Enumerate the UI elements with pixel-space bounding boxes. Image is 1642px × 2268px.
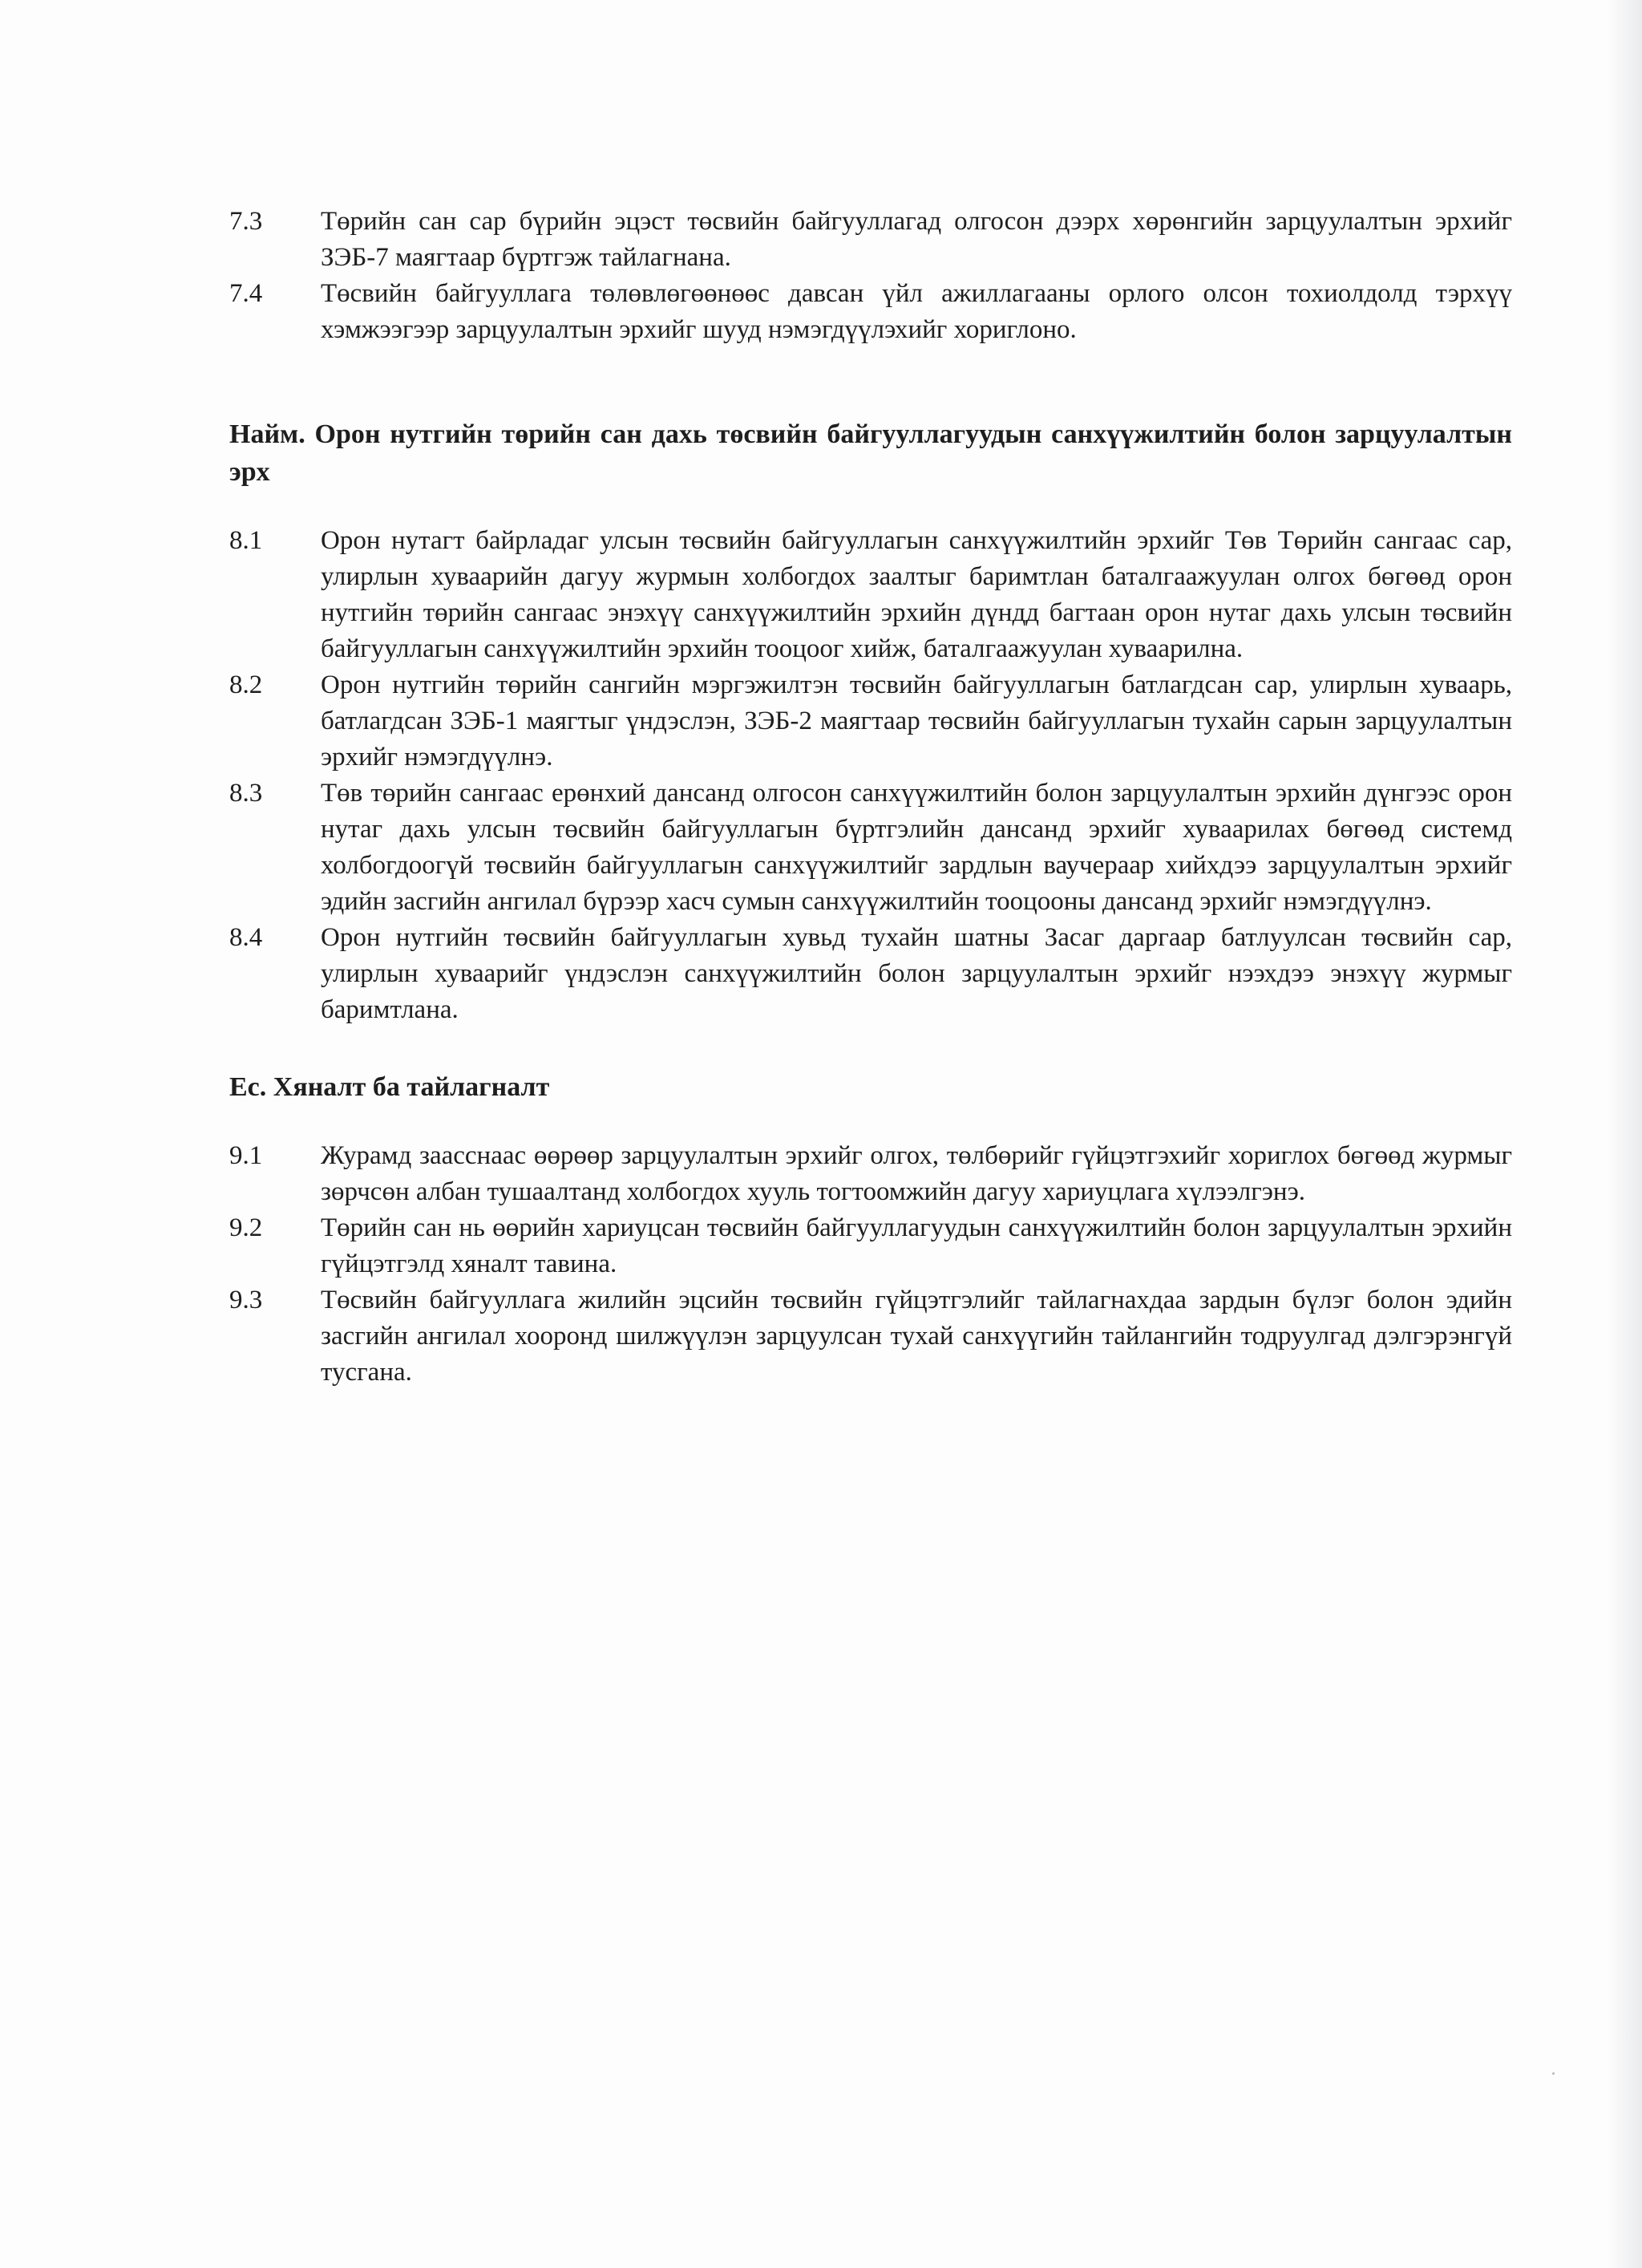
clause-number: 8.2 xyxy=(229,670,263,699)
document-body xyxy=(229,204,1512,1391)
clause-text: Төрийн сан нь өөрийн хариуцсан төсвийн байгууллагуудын санхүүжилтийн болон зарцуулалтын эрхийн гүйцэтгэлд хяналт тавина. xyxy=(321,1213,1512,1278)
clause-8-3 xyxy=(229,776,1512,920)
clause-text: Орон нутагт байрладаг улсын төсвийн байгууллагын санхүүжилтийн эрхийг Төв Төрийн сангаас сар, улирлын хуваарийн дагуу журмын холбогдох заалтыг баримтлан баталгаажуулан олгох бөгөөд орон нутгийн төрийн сангаас энэхүү санхүүжилтийн эрхийн дүндд багтаан орон нутаг дахь улсын төсвийн байгууллагын санхүүжилтийн эрхийн тооцоог хийж, баталгаажуулан хуваарилна. xyxy=(321,526,1512,663)
clause-text: Төсвийн байгууллага жилийн эцсийн төсвийн гүйцэтгэлийг тайлагнахдаа зардын бүлэг болон эдийн засгийн ангилал хооронд шилжүүлэн зарцуулсан тухай санхүүгийн тайлангийн тодруулгад дэлгэрэнгүй тусгана. xyxy=(321,1286,1512,1387)
clause-number: 7.4 xyxy=(229,279,263,308)
clause-8-4 xyxy=(229,920,1512,1028)
clause-text: Орон нутгийн төсвийн байгууллагын хувьд тухайн шатны Засаг даргаар батлуулсан төсвийн сар, улирлын хуваарийг үндэслэн санхүүжилтийн болон зарцуулалтын эрхийг нээхдээ энэхүү журмыг баримтлана. xyxy=(321,923,1512,1024)
clause-9-3 xyxy=(229,1282,1512,1391)
clause-7-3 xyxy=(229,204,1512,276)
clause-number: 9.3 xyxy=(229,1286,263,1314)
clause-number: 8.4 xyxy=(229,923,263,952)
clause-text: Төв төрийн сангаас ерөнхий дансанд олгосон санхүүжилтийн болон зарцуулалтын эрхийн дүнгээс орон нутаг дахь улсын төсвийн байгууллагын бүртгэлийн дансанд эрхийг хуваарилах бөгөөд системд холбогдоогүй төсвийн байгууллагын санхүүжилтийг зардлын ваучераар хийхдээ зарцуулалтын эрхийг эдийн засгийн ангилал бүрээр хасч сумын санхүүжилтийн тооцооны дансанд эрхийг нэмэгдүүлнэ. xyxy=(321,779,1512,916)
clause-text: Орон нутгийн төрийн сангийн мэргэжилтэн төсвийн байгууллагын батлагдсан сар, улирлын хуваарь, батлагдсан ЗЭБ-1 маягтыг үндэслэн, ЗЭБ-2 маягтаар төсвийн байгууллагын тухайн сарын зарцуулалтын эрхийг нэмэгдүүлнэ. xyxy=(321,670,1512,772)
clause-text: Төрийн сан сар бүрийн эцэст төсвийн байгууллагад олгосон дээрх хөрөнгийн зарцуулалтын эрхийг ЗЭБ-7 маягтаар бүртгэж тайлагнана. xyxy=(321,207,1512,272)
clause-9-1 xyxy=(229,1138,1512,1210)
scan-speck xyxy=(1552,2072,1555,2075)
clause-8-2 xyxy=(229,667,1512,776)
clause-number: 9.1 xyxy=(229,1141,263,1170)
clause-text: Журамд заасснаас өөрөөр зарцуулалтын эрхийг олгох, төлбөрийг гүйцэтгэхийг хориглох бөгөөд журмыг зөрчсөн албан тушаалтанд холбогдох хууль тогтоомжийн дагуу хариуцлага хүлээлгэнэ. xyxy=(321,1141,1512,1206)
clause-7-4 xyxy=(229,276,1512,348)
clause-8-1 xyxy=(229,523,1512,667)
clause-number: 8.1 xyxy=(229,526,263,555)
section-8-heading: Найм. Орон нутгийн төрийн сан дахь төсвийн байгууллагуудын санхүүжилтийн болон зарцуулалтын эрх xyxy=(229,419,1512,487)
scan-edge-shadow xyxy=(1607,0,1642,2268)
clause-number: 9.2 xyxy=(229,1213,263,1242)
clause-text: Төсвийн байгууллага төлөвлөгөөнөөс давсан үйл ажиллагааны орлого олсон тохиолдолд тэрхүү хэмжээгээр зарцуулалтын эрхийг шууд нэмэгдүүлэхийг хориглоно. xyxy=(321,279,1512,344)
clause-number: 7.3 xyxy=(229,207,263,236)
clause-number: 8.3 xyxy=(229,779,263,808)
clause-9-2 xyxy=(229,1210,1512,1282)
section-9-heading: Ес. Хяналт ба тайлагналт xyxy=(229,1072,550,1102)
